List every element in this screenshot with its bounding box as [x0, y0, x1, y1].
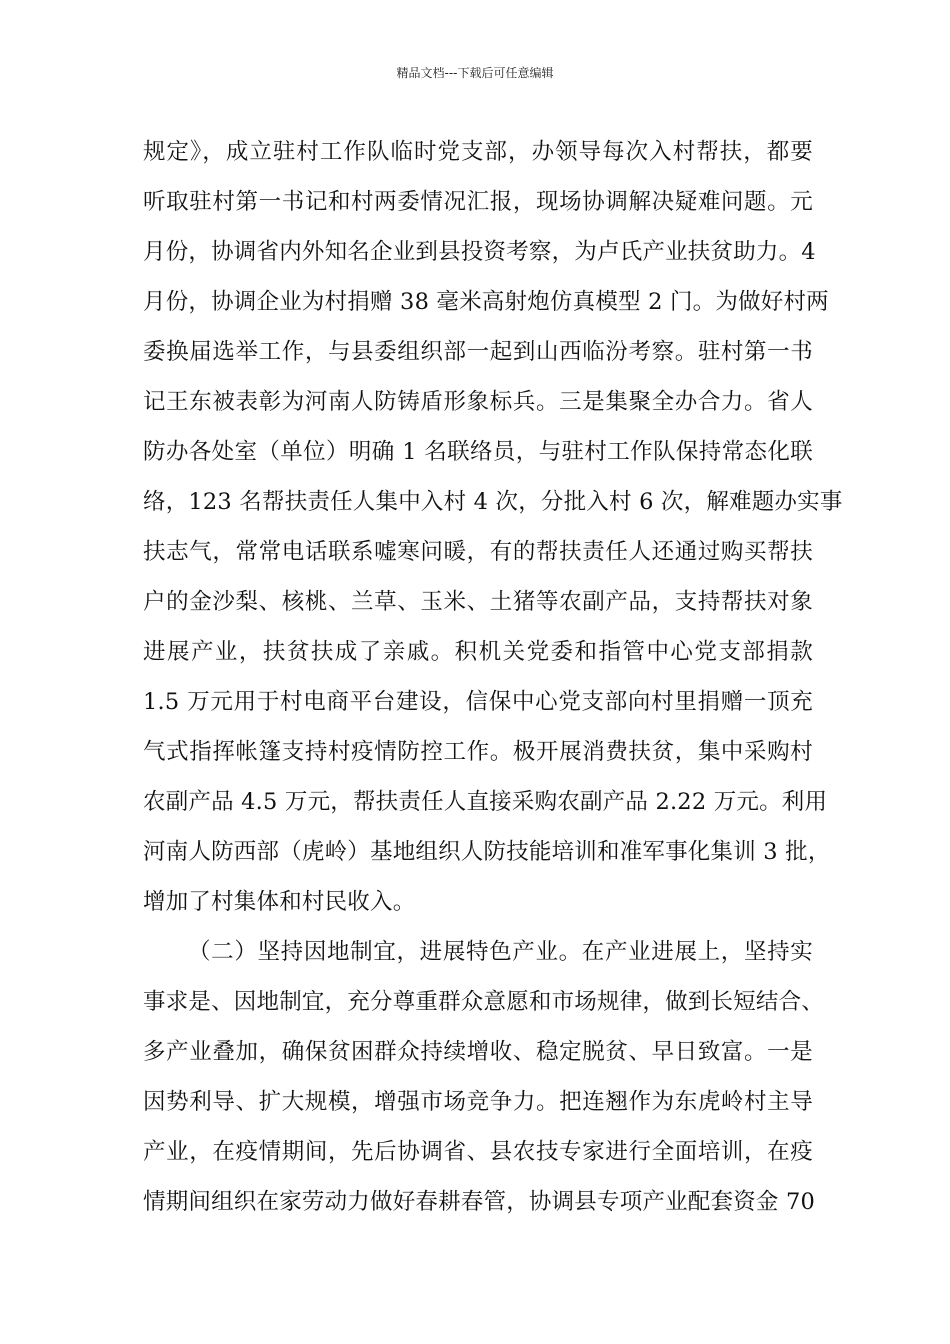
text-line: 情期间组织在家劳动力做好春耕春管，协调县专项产业配套资金 70: [143, 1189, 815, 1215]
text-line: 月份，协调企业为村捐赠 38 毫米高射炮仿真模型 2 门。为做好村两: [143, 289, 829, 315]
text-line: 记王东被表彰为河南人防铸盾形象标兵。三是集聚全办合力。省人: [143, 389, 813, 415]
text-line: 听取驻村第一书记和村两委情况汇报，现场协调解决疑难问题。元: [143, 189, 813, 215]
text-line: 户的金沙梨、核桃、兰草、玉米、土猪等农副产品，支持帮扶对象: [143, 589, 813, 615]
text-line: 事求是、因地制宜，充分尊重群众意愿和市场规律，做到长短结合、: [143, 989, 825, 1015]
text-line: 多产业叠加，确保贫困群众持续增收、稳定脱贫、早日致富。一是: [143, 1039, 813, 1065]
text-line: 扶志气，常常电话联系嘘寒问暖，有的帮扶责任人还通过购买帮扶: [143, 539, 813, 565]
text-line: 委换届选举工作，与县委组织部一起到山西临汾考察。驻村第一书: [143, 339, 813, 365]
text-line: 防办各处室（单位）明确 1 名联络员，与驻村工作队保持常态化联: [143, 439, 813, 465]
text-line: 气式指挥帐篷支持村疫情防控工作。极开展消费扶贫，集中采购村: [143, 739, 813, 765]
section-heading-line: （二）坚持因地制宜，进展特色产业。在产业进展上，坚持实: [188, 939, 813, 965]
text-line: 产业，在疫情期间，先后协调省、县农技专家进行全面培训，在疫: [143, 1139, 813, 1165]
text-line: 农副产品 4.5 万元，帮扶责任人直接采购农副产品 2.22 万元。利用: [143, 789, 828, 815]
text-line: 增加了村集体和村民收入。: [143, 889, 416, 915]
document-body: [143, 129, 843, 1229]
text-line: 络，123 名帮扶责任人集中入村 4 次，分批入村 6 次，解难题办实事: [143, 489, 843, 515]
text-line: 1.5 万元用于村电商平台建设，信保中心党支部向村里捐赠一顶充: [143, 689, 813, 715]
text-line: 因势利导、扩大规模，增强市场竞争力。把连翘作为东虎岭村主导: [143, 1089, 813, 1115]
text-line: 进展产业，扶贫扶成了亲戚。积机关党委和指管中心党支部捐款: [143, 639, 813, 665]
page-header: 精品文档---下载后可任意编辑: [396, 66, 554, 80]
text-line: 河南人防西部（虎岭）基地组织人防技能培训和准军事化集训 3 批，: [143, 839, 831, 865]
text-line: 月份，协调省内外知名企业到县投资考察，为卢氏产业扶贫助力。4: [143, 239, 816, 265]
text-line: 规定》，成立驻村工作队临时党支部，办领导每次入村帮扶，都要: [143, 139, 813, 165]
